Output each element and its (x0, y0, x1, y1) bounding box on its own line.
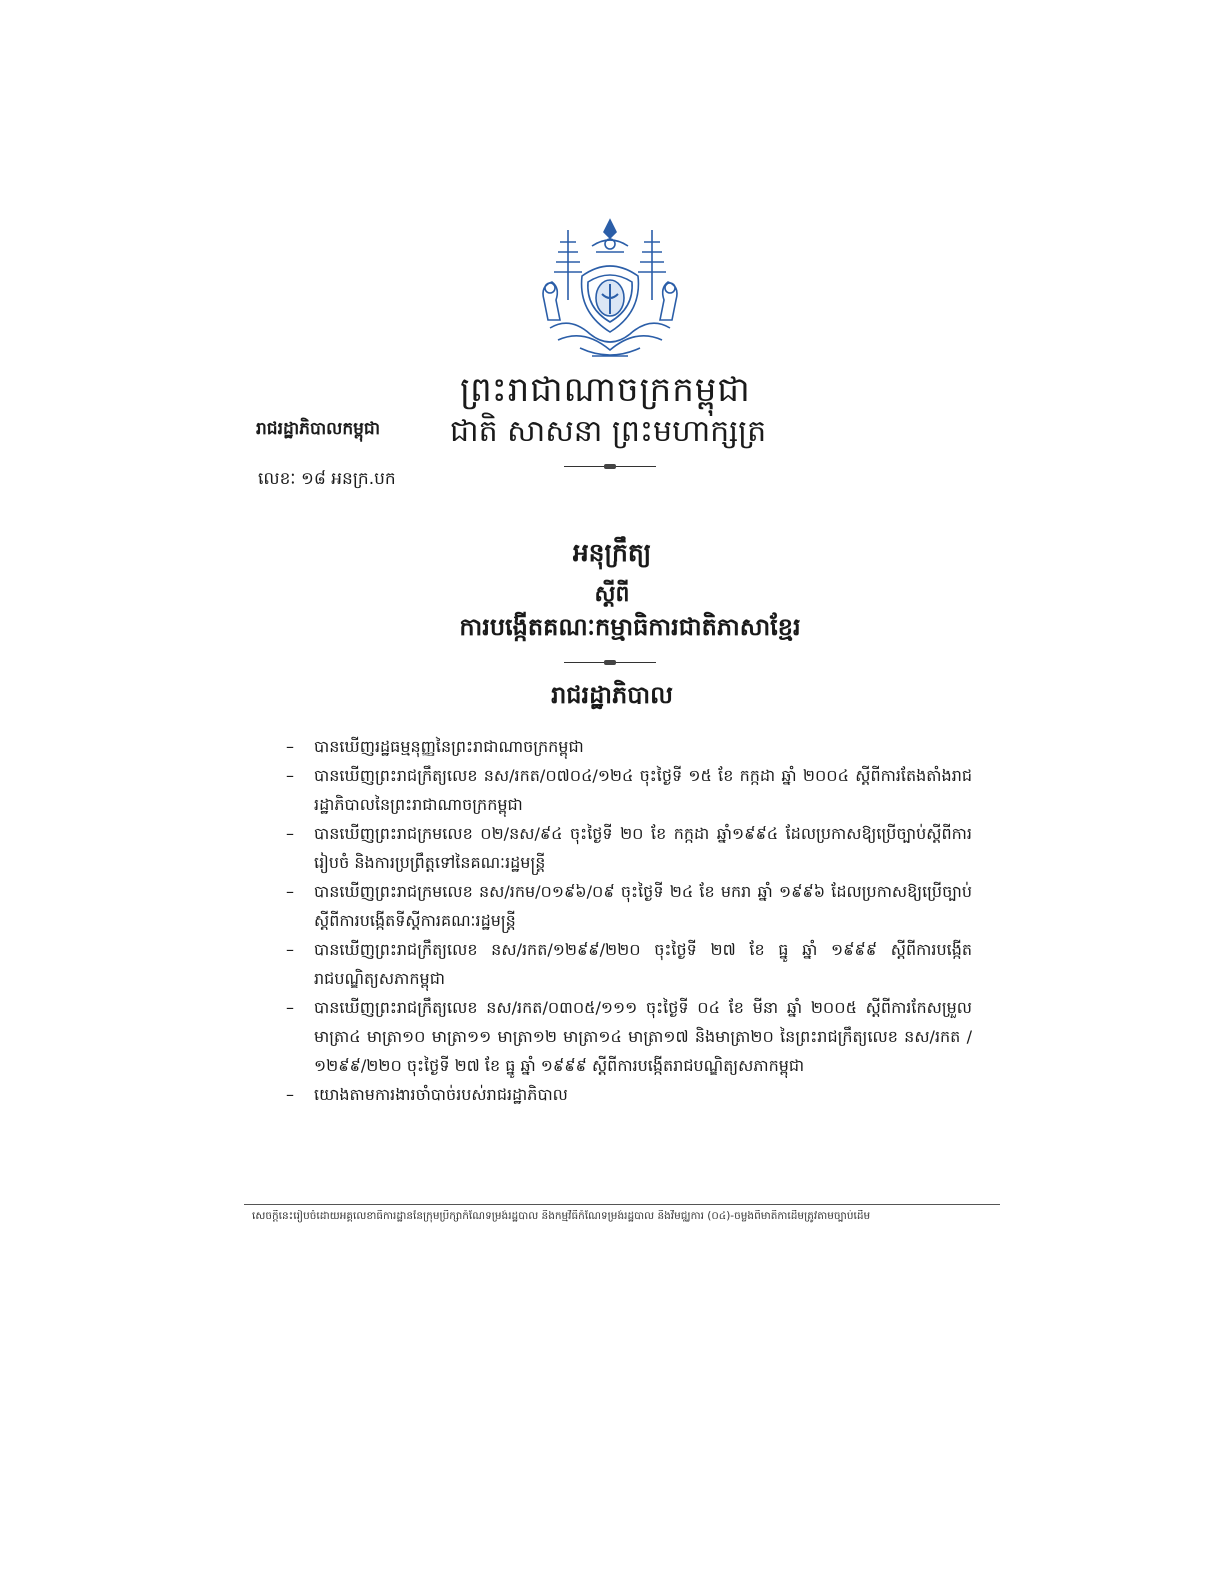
list-marker: – (286, 1085, 294, 1104)
document-type: អនុក្រឹត្យ (572, 538, 652, 567)
about-label: ស្តីពី (594, 582, 630, 607)
royal-coat-of-arms-icon (530, 216, 690, 364)
government-label: រាជរដ្ឋាភិបាលកម្ពុជា (256, 419, 381, 439)
list-item: – បានឃើញរដ្ឋធម្មនុញ្ញនៃព្រះរាជាណាចក្រកម្ពុជា (286, 732, 972, 761)
document-subject: ការបង្កើតគណៈកម្មាធិការជាតិភាសាខ្មែរ (459, 613, 801, 641)
national-motto: ជាតិ សាសនា ព្រះមហាក្សត្រ (450, 414, 767, 449)
list-item: – យោងតាមការងារចាំបាច់របស់រាជរដ្ឋាភិបាល (286, 1080, 972, 1109)
list-marker: – (286, 737, 294, 756)
list-item: – បានឃើញព្រះរាជក្រឹត្យលេខ នស/រកត/១២៩៩/២២០ ចុះថ្ងៃទី ២៧ ខែ ធ្នូ ឆ្នាំ ១៩៩៩ ស្តីពីការបង្កើតរាជបណ្ឌិត្យសភាកម្ពុជា (286, 935, 972, 993)
footnote-divider (244, 1204, 1000, 1205)
list-item: – បានឃើញព្រះរាជក្រមលេខ ០២/នស/៩៤ ចុះថ្ងៃទី ២០ ខែ កក្កដា ឆ្នាំ១៩៩៤ ដែលប្រកាសឱ្យប្រើច្បាប់ស្តីពីការរៀបចំ និងការប្រព្រឹត្តទៅនៃគណៈរដ្ឋមន្ត្រី (286, 819, 972, 877)
footnote: សេចក្តីនេះរៀបចំដោយអគ្គលេខាធិការដ្ឋាននៃក្រុមប្រឹក្សាកំណែទម្រង់រដ្ឋបាល និងកម្មវិធីកំណែទម្រង់រដ្ឋបាល និងវិមជ្ឈការ (០៤)-ចម្លងពីមាតិកាដើមត្រូវតាមច្បាប់ដើម (252, 1210, 871, 1222)
list-marker: – (286, 998, 294, 1017)
list-marker: – (286, 882, 294, 901)
list-marker: – (286, 940, 294, 959)
list-item: – បានឃើញព្រះរាជក្រមលេខ នស/រកម/០១៩៦/០៩ ចុះថ្ងៃទី ២៤ ខែ មករា ឆ្នាំ ១៩៩៦ ដែលប្រកាសឱ្យប្រើច្បាប់ស្តីពីការបង្កើតទីស្តីការគណៈរដ្ឋមន្ត្រី (286, 877, 972, 935)
kingdom-title: ព្រះរាជាណាចក្រកម្ពុជា (460, 370, 751, 410)
issuer-heading: រាជរដ្ឋាភិបាល (551, 681, 673, 709)
list-marker: – (286, 766, 294, 785)
list-item: – បានឃើញព្រះរាជក្រឹត្យលេខ នស/រកត/០៧០៤/១២៤ ចុះថ្ងៃទី ១៥ ខែ កក្កដា ឆ្នាំ ២០០៤ ស្តីពីការតែងតាំងរាជរដ្ឋាភិបាលនៃព្រះរាជាណាចក្រកម្ពុជា (286, 761, 972, 819)
title-divider (564, 662, 656, 663)
list-item: – បានឃើញព្រះរាជក្រឹត្យលេខ នស/រកត/០៣០៥/១១១ ចុះថ្ងៃទី ០៤ ខែ មីនា ឆ្នាំ ២០០៥ ស្តីពីការកែសម្រួលមាត្រា៤ មាត្រា១០ មាត្រា១១ មាត្រា១២ មាត្រា១៤ មាត្រា១៧ និងមាត្រា២០ នៃព្រះរាជក្រឹត្យលេខ នស/រកត /១២៩៩/២២០ ចុះថ្ងៃទី ២៧ ខែ ធ្នូ ឆ្នាំ ១៩៩៩ ស្តីពីការបង្កើតរាជបណ្ឌិត្យសភាកម្ពុជា (286, 993, 972, 1080)
header-divider (564, 466, 656, 467)
preamble-list (286, 732, 972, 1109)
list-marker: – (286, 824, 294, 843)
document-number: លេខៈ ១៨ អនក្រ.បក (258, 469, 396, 489)
